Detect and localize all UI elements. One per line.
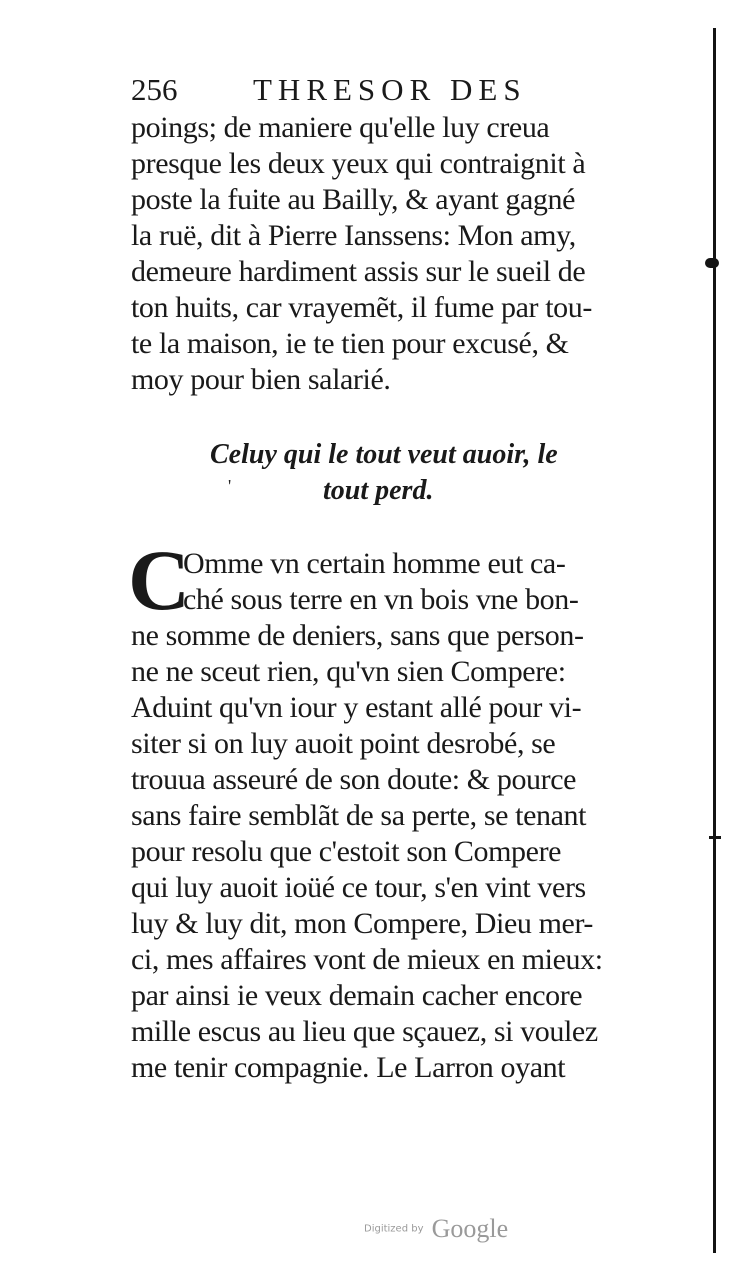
watermark-brand: Google (431, 1214, 509, 1243)
running-head (131, 70, 601, 110)
text-line: ci, mes affaires vont de mieux en mieux: (131, 943, 603, 976)
text-line: presque les deux yeux qui contraignit à (131, 147, 586, 180)
text-line: Aduint qu'vn iour y estant allé pour vi- (131, 691, 582, 724)
edge-ink-mark (709, 836, 721, 839)
running-title: THRESOR DES (253, 72, 527, 107)
drop-cap: C (128, 532, 191, 628)
text-line: la ruë, dit à Pierre Ianssens: Mon amy, (131, 219, 576, 252)
text-line: ne somme de deniers, sans que person- (131, 619, 584, 652)
text-line: moy pour bien salarié. (131, 363, 391, 396)
text-line: pour resolu que c'estoit son Compere (131, 835, 562, 868)
text-line: ché sous terre en vn bois vne bon- (183, 583, 579, 616)
text-line: sans faire semblãt de sa perte, se tenant (131, 799, 587, 832)
watermark-prefix: Digitized by (364, 1223, 424, 1235)
text-line: mille escus au lieu que sçauez, si voulez (131, 1015, 598, 1048)
text-line: Omme vn certain homme eut ca- (183, 547, 566, 580)
text-line: siter si on luy auoit point desrobé, se (131, 727, 556, 760)
page-edge-rule (713, 28, 716, 1253)
text-line: ne ne sceut rien, qu'vn sien Compere: (131, 655, 566, 688)
text-line: te la maison, ie te tien pour excusé, & (131, 327, 569, 360)
text-line: par ainsi ie veux demain cacher encore (131, 979, 583, 1012)
text-line: trouua asseuré de son doute: & pource (131, 763, 577, 796)
text-line: ton huits, car vrayemẽt, il fume par tou- (131, 291, 592, 324)
edge-ink-mark (705, 258, 719, 268)
text-line: luy & luy dit, mon Compere, Dieu mer- (131, 907, 594, 940)
section-heading-line-1: Celuy qui le tout veut auoir, le (210, 439, 558, 470)
text-line: poings; de maniere qu'elle luy creua (131, 111, 550, 144)
text-line: poste la fuite au Bailly, & ayant gagné (131, 183, 575, 216)
text-line: me tenir compagnie. Le Larron oyant (131, 1051, 566, 1084)
digitization-watermark (364, 1214, 508, 1244)
text-line: qui luy auoit ioüé ce tour, s'en vint vers (131, 871, 586, 904)
section-heading-line-2: tout perd. (323, 475, 434, 506)
page-number: 256 (131, 72, 178, 107)
text-line: demeure hardiment assis sur le sueil de (131, 255, 586, 288)
stray-ink-mark: ' (228, 476, 232, 496)
